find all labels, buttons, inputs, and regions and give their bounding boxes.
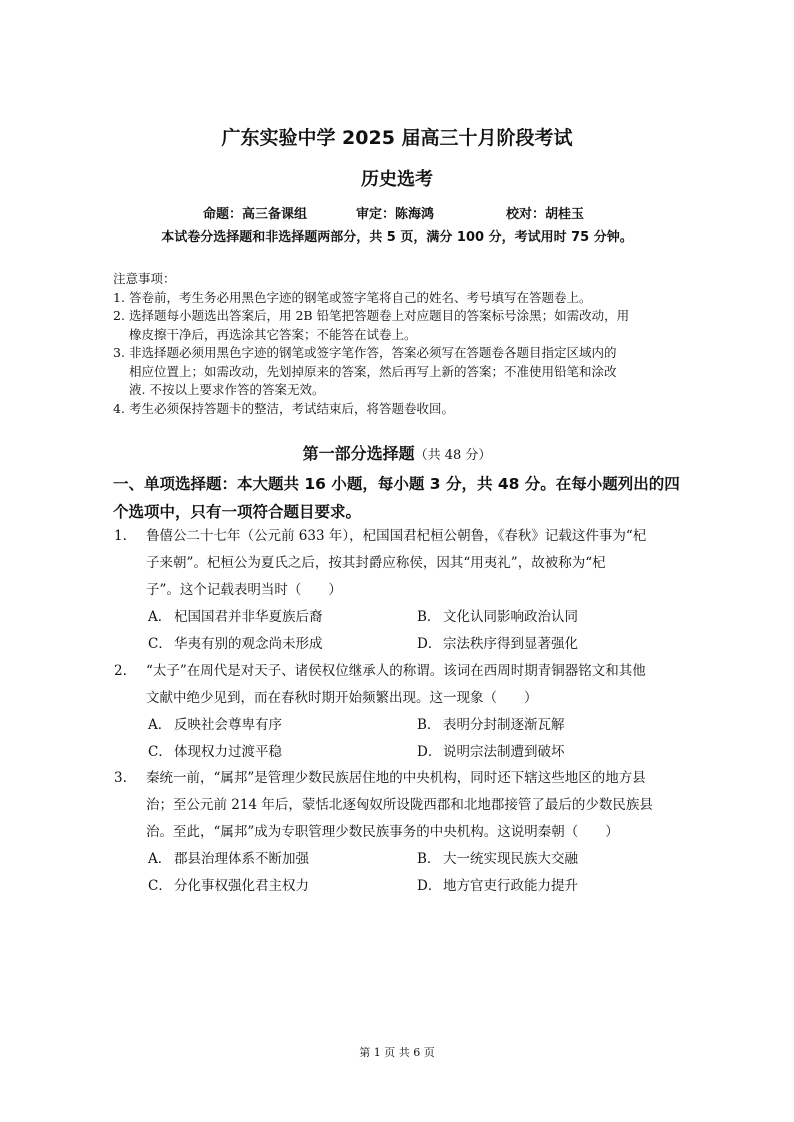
option-d	[417, 739, 565, 766]
note-line: 非选择题必须用黑色字迹的钢笔或签字笔作答，答案必须写在答题卷各题目指定区域内的	[129, 345, 617, 360]
question-stem-line: 治；至公元前 214 年后，蒙恬北逐匈奴所设陇西郡和北地郡接管了最后的少数民族县	[146, 797, 653, 813]
option-letter: D．	[417, 636, 442, 652]
option-text: 分化事权强化君主权力	[174, 878, 309, 894]
notes-list	[113, 289, 693, 419]
note-line: 考生必须保持答题卡的整洁，考试结束后，将答题卷收回。	[129, 400, 455, 416]
option-text: 宗法秩序得到显著强化	[443, 636, 578, 652]
option-a	[148, 712, 282, 739]
option-text: 体现权力过渡平稳	[174, 744, 282, 760]
option-c	[148, 739, 282, 766]
question-number: 1.	[114, 528, 127, 544]
note-item	[113, 289, 693, 308]
note-line: 橡皮擦干净后，再选涂其它答案；不能答在试卷上。	[129, 326, 417, 342]
question-stem-line: 文献中绝少见到，而在春秋时期开始频繁出现。这一现象（ ）	[146, 690, 538, 706]
option-text: 文化认同影响政治认同	[443, 609, 578, 625]
notes-section	[113, 270, 693, 418]
question-stem-line: “太子”在周代是对天子、诸侯权位继承人的称谓。该词在西周时期青铜器铭文和其他	[146, 663, 646, 679]
question-number: 3.	[114, 770, 127, 786]
option-letter: A．	[148, 717, 172, 733]
note-item	[113, 400, 693, 419]
notes-heading: 注意事项：	[113, 271, 176, 286]
note-line: 选择题每小题选出答案后，用 2B 铅笔把答题卷上对应题目的答案标号涂黑；如需改动，用	[129, 308, 630, 323]
option-letter: D．	[417, 744, 442, 760]
option-a	[148, 604, 323, 631]
option-c	[148, 873, 309, 900]
part1-title: 第一部分选择题	[302, 444, 415, 463]
option-c	[148, 631, 323, 658]
proofreader-label: 校对：胡桂玉	[506, 207, 585, 222]
note-item	[113, 307, 693, 344]
option-letter: A．	[148, 609, 172, 625]
option-b	[417, 846, 578, 873]
setter-label: 命题：高三备课组	[203, 207, 308, 222]
note-line: 液. 不按以上要求作答的答案无效。	[129, 382, 325, 397]
option-d	[417, 631, 578, 658]
option-b	[417, 604, 578, 631]
reviewer-label: 审定：陈海鸿	[356, 207, 435, 222]
option-text: 华夷有别的观念尚未形成	[174, 636, 323, 652]
instruction-line-1: 一、单项选择题：本大题共 16 小题，每小题 3 分，共 48 分。在每小题列出的四	[113, 475, 680, 493]
option-text: 郡县治理体系不断加强	[174, 851, 309, 867]
option-letter: B．	[417, 609, 441, 625]
instruction-line-2: 个选项中，只有一项符合题目要求。	[113, 503, 362, 521]
exam-subject: 历史选考	[361, 169, 433, 190]
note-line: 相应位置上；如需改动，先划掉原来的答案，然后再写上新的答案；不准使用铅笔和涂改	[129, 363, 617, 379]
option-text: 杞国国君并非华夏族后裔	[174, 609, 323, 625]
question-stem-line: 子”。这个记载表明当时（ ）	[146, 582, 342, 598]
option-d	[417, 873, 578, 900]
option-letter: C．	[148, 636, 172, 652]
question-stem-line: 秦统一前，“属邦”是管理少数民族居住地的中央机构，同时还下辖这些地区的地方县	[146, 770, 646, 786]
page-footer: 第 1 页 共 6 页	[359, 1046, 435, 1059]
option-b	[417, 712, 565, 739]
note-number: 4.	[113, 400, 125, 416]
note-number: 3.	[113, 345, 125, 360]
note-number: 2.	[113, 308, 125, 323]
option-letter: B．	[417, 717, 441, 733]
question-number: 2.	[114, 663, 127, 679]
option-letter: C．	[148, 744, 172, 760]
exam-title: 广东实验中学 2025 届高三十月阶段考试	[221, 127, 573, 149]
option-text: 说明宗法制遭到破坏	[443, 744, 565, 760]
question-stem-line: 治。至此，“属邦”成为专职管理少数民族事务的中央机构。这说明秦朝（ ）	[146, 824, 619, 840]
part1-heading	[0, 441, 794, 464]
part1-instruction	[113, 470, 713, 526]
question-stem-line: 子来朝”。杞桓公为夏氏之后，按其封爵应称侯，因其“用夷礼”，故被称为“杞	[146, 555, 606, 571]
option-a	[148, 846, 309, 873]
note-item	[113, 344, 693, 400]
exam-info: 本试卷分选择题和非选择题两部分，共 5 页，满分 100 分，考试用时 75 分钟。	[161, 230, 633, 245]
option-letter: D．	[417, 878, 442, 894]
option-letter: C．	[148, 878, 172, 894]
option-letter: A．	[148, 851, 172, 867]
option-text: 大一统实现民族大交融	[443, 851, 578, 867]
note-number: 1.	[113, 289, 125, 305]
option-text: 表明分封制逐渐瓦解	[443, 717, 565, 733]
option-text: 反映社会尊卑有序	[174, 717, 282, 733]
option-text: 地方官吏行政能力提升	[443, 878, 578, 894]
option-letter: B．	[417, 851, 441, 867]
note-line: 答卷前，考生务必用黑色字迹的钢笔或签字笔将自己的姓名、考号填写在答题卷上。	[129, 289, 592, 305]
part1-score: （共 48 分）	[414, 448, 492, 463]
question-stem-line: 鲁僖公二十七年（公元前 633 年），杞国国君杞桓公朝鲁，《春秋》记载这件事为“杞	[146, 528, 647, 544]
